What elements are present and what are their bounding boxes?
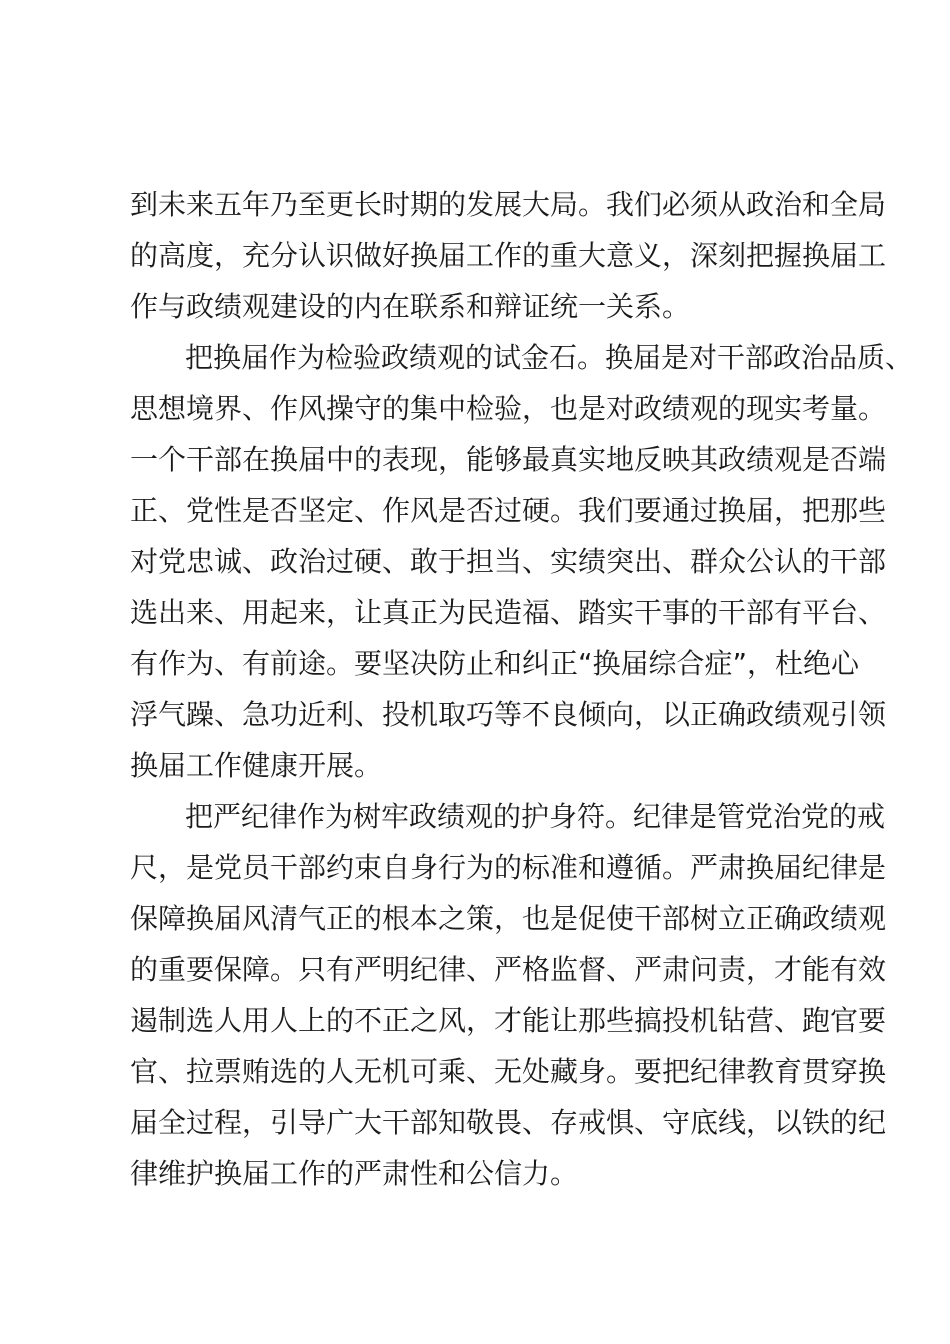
text-line: 保障换届风清气正的根本之策，也是促使干部树立正确政绩观 xyxy=(130,902,887,935)
text-line: 届全过程，引导广大干部知敬畏、存戒惧、守底线，以铁的纪 xyxy=(130,1106,887,1139)
paragraph-heading-line: 把换届作为检验政绩观的试金石。换届是对干部政治品质、 xyxy=(185,341,914,374)
text-line: 浮气躁、急功近利、投机取巧等不良倾向，以正确政绩观引领 xyxy=(130,698,887,731)
text-line: 到未来五年乃至更长时期的发展大局。我们必须从政治和全局 xyxy=(130,188,887,221)
text-line: 换届工作健康开展。 xyxy=(130,749,383,782)
text-line: 尺，是党员干部约束自身行为的标准和遵循。严肃换届纪律是 xyxy=(130,851,887,884)
paragraph-heading-line: 把严纪律作为树牢政绩观的护身符。纪律是管党治党的戒 xyxy=(185,800,886,833)
text-line: 思想境界、作风操守的集中检验，也是对政绩观的现实考量。 xyxy=(130,392,887,425)
text-line: 作与政绩观建设的内在联系和辩证统一关系。 xyxy=(130,290,691,323)
text-line: 一个干部在换届中的表现，能够最真实地反映其政绩观是否端 xyxy=(130,443,887,476)
text-line: 选出来、用起来，让真正为民造福、踏实干事的干部有平台、 xyxy=(130,596,887,629)
text-line: 对党忠诚、政治过硬、敢于担当、实绩突出、群众公认的干部 xyxy=(130,545,887,578)
text-line: 遏制选人用人上的不正之风，才能让那些搞投机钻营、跑官要 xyxy=(130,1004,887,1037)
text-line: 有作为、有前途。要坚决防止和纠正“换届综合症”，杜绝心 xyxy=(130,647,860,680)
text-line: 的重要保障。只有严明纪律、严格监督、严肃问责，才能有效 xyxy=(130,953,887,986)
text-line: 律维护换届工作的严肃性和公信力。 xyxy=(130,1157,579,1190)
text-line: 的高度，充分认识做好换届工作的重大意义，深刻把握换届工 xyxy=(130,239,887,272)
text-line: 官、拉票贿选的人无机可乘、无处藏身。要把纪律教育贯穿换 xyxy=(130,1055,887,1088)
text-line: 正、党性是否坚定、作风是否过硬。我们要通过换届，把那些 xyxy=(130,494,887,527)
